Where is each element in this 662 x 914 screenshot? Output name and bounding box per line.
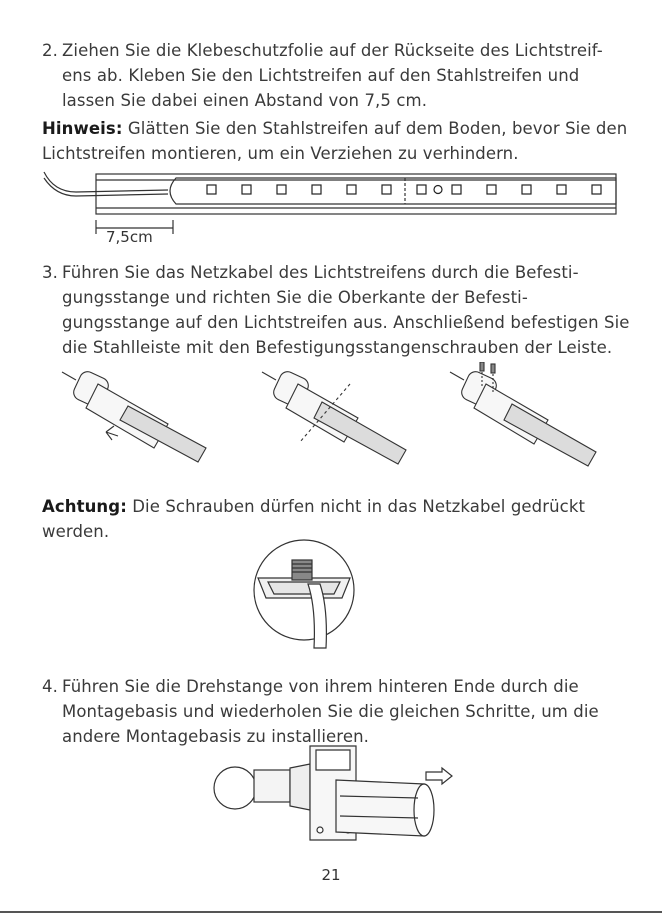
step-number: 3. xyxy=(42,263,58,282)
mount-bar-illustrations xyxy=(58,362,618,474)
bottom-rule xyxy=(0,911,662,913)
step-text: Führen Sie das Netzkabel des Lichtstreifens durch die Befesti-gungsstange und richten Sie die Oberkante der Befesti-gungsstange auf den Lichtstreifen aus. Anschließend befestigen Sie die Stahlleiste mit den Befestigungsstangenschrauben der Leiste. xyxy=(62,263,630,357)
insert-cable-figure xyxy=(62,369,206,462)
mounting-base-illustration xyxy=(210,740,460,850)
note-label: Achtung: xyxy=(42,497,127,516)
note-achtung xyxy=(42,494,632,544)
step-number: 2. xyxy=(42,41,58,60)
screw-figure xyxy=(450,362,596,466)
page-number: 21 xyxy=(321,866,341,884)
screw-detail-illustration xyxy=(252,538,356,650)
step-2 xyxy=(42,38,632,113)
step-3 xyxy=(42,260,632,360)
step-text: Ziehen Sie die Klebeschutzfolie auf der Rückseite des Lichtstreif-ens ab. Kleben Sie den Lichtstreifen auf den Stahlstreifen und lassen Sie dabei einen Abstand von 7,5 cm. xyxy=(62,41,603,110)
align-strip-figure xyxy=(262,369,406,464)
note-text: Glätten Sie den Stahlstreifen auf dem Boden, bevor Sie den Lichtstreifen montieren, um ein Verziehen zu verhindern. xyxy=(42,119,628,163)
step-number: 4. xyxy=(42,677,58,696)
note-label: Hinweis: xyxy=(42,119,123,138)
distance-label: 7,5cm xyxy=(106,228,153,246)
note-text: Die Schrauben dürfen nicht in das Netzkabel gedrückt werden. xyxy=(42,497,586,541)
step-text: Führen Sie die Drehstange von ihrem hinteren Ende durch die Montagebasis und wiederholen Sie die gleichen Schritte, um die andere Montagebasis zu installieren. xyxy=(62,677,599,746)
note-hinweis xyxy=(42,116,632,166)
light-strip-illustration xyxy=(40,166,630,246)
step-4 xyxy=(42,674,632,749)
